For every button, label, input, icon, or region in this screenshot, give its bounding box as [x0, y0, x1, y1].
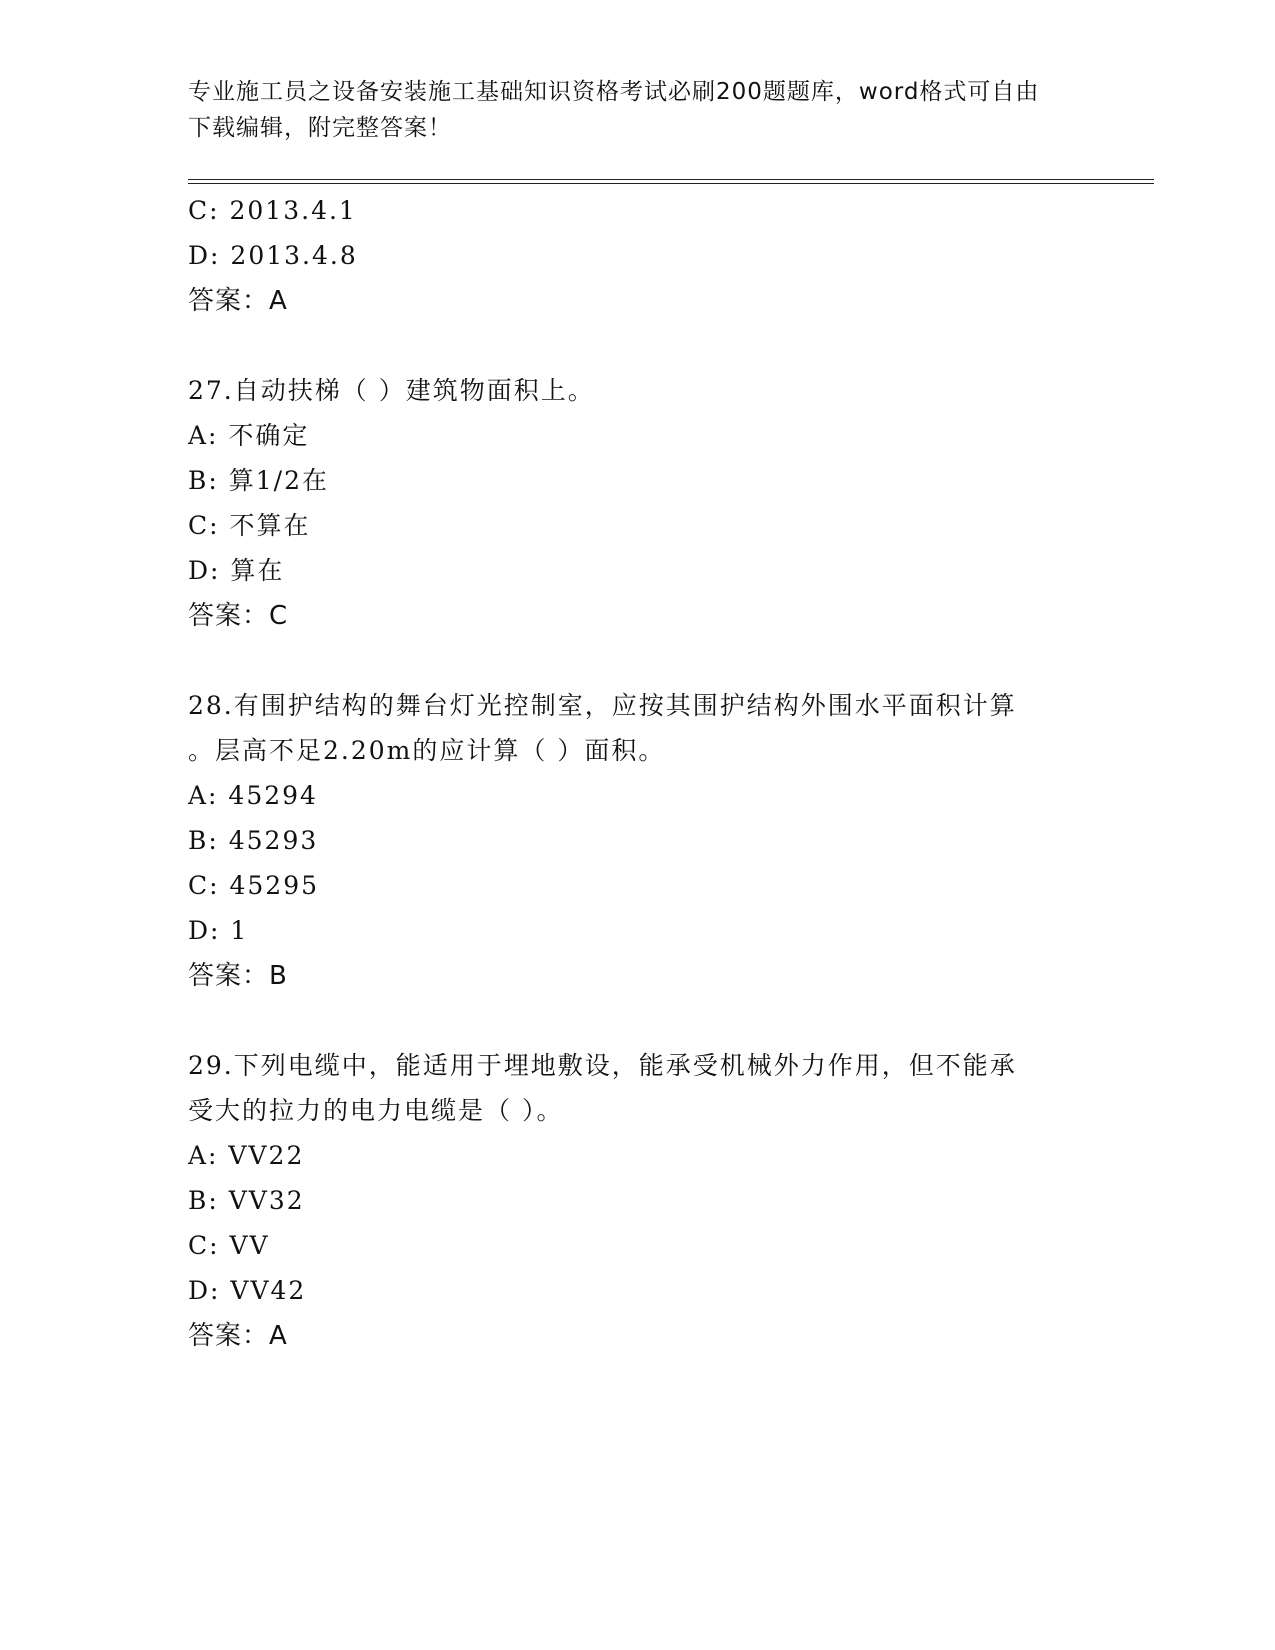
option-d: D: 2013.4.8: [188, 241, 358, 270]
option-d: D: VV42: [188, 1276, 307, 1305]
option-c: C: 45295: [188, 871, 320, 900]
option-c: C: 不算在: [188, 511, 311, 540]
option-a: A: 45294: [188, 781, 318, 810]
option-d: D: 算在: [188, 556, 285, 585]
question-29-stem-cont: 受大的拉力的电力电缆是（ ）。: [188, 1096, 564, 1125]
option-c: C: 2013.4.1: [188, 196, 357, 225]
question-29-stem: 29.下列电缆中，能适用于埋地敷设，能承受机械外力作用，但不能承: [188, 1051, 1017, 1080]
header-divider: [188, 183, 1154, 184]
question-28-stem-cont: 。层高不足2.20m的应计算（ ）面积。: [188, 736, 666, 765]
question-27-stem: 27.自动扶梯（ ）建筑物面积上。: [188, 376, 595, 405]
option-b: B: VV32: [188, 1186, 305, 1215]
option-a: A: 不确定: [188, 421, 310, 450]
answer: 答案：C: [188, 601, 289, 631]
header-line-1: 专业施工员之设备安装施工基础知识资格考试必刷200题题库，word格式可自由: [188, 79, 1040, 105]
option-d: D: 1: [188, 916, 249, 945]
option-c: C: VV: [188, 1231, 270, 1260]
question-28-stem: 28.有围护结构的舞台灯光控制室，应按其围护结构外围水平面积计算: [188, 691, 1017, 720]
option-a: A: VV22: [188, 1141, 305, 1170]
option-b: B: 算1/2在: [188, 466, 329, 495]
document-header: [188, 74, 1088, 146]
header-line-2: 下载编辑，附完整答案！: [188, 115, 452, 141]
header-divider: [188, 179, 1154, 180]
answer: 答案：B: [188, 961, 288, 991]
answer: 答案：A: [188, 286, 288, 316]
option-b: B: 45293: [188, 826, 319, 855]
answer: 答案：A: [188, 1321, 288, 1351]
